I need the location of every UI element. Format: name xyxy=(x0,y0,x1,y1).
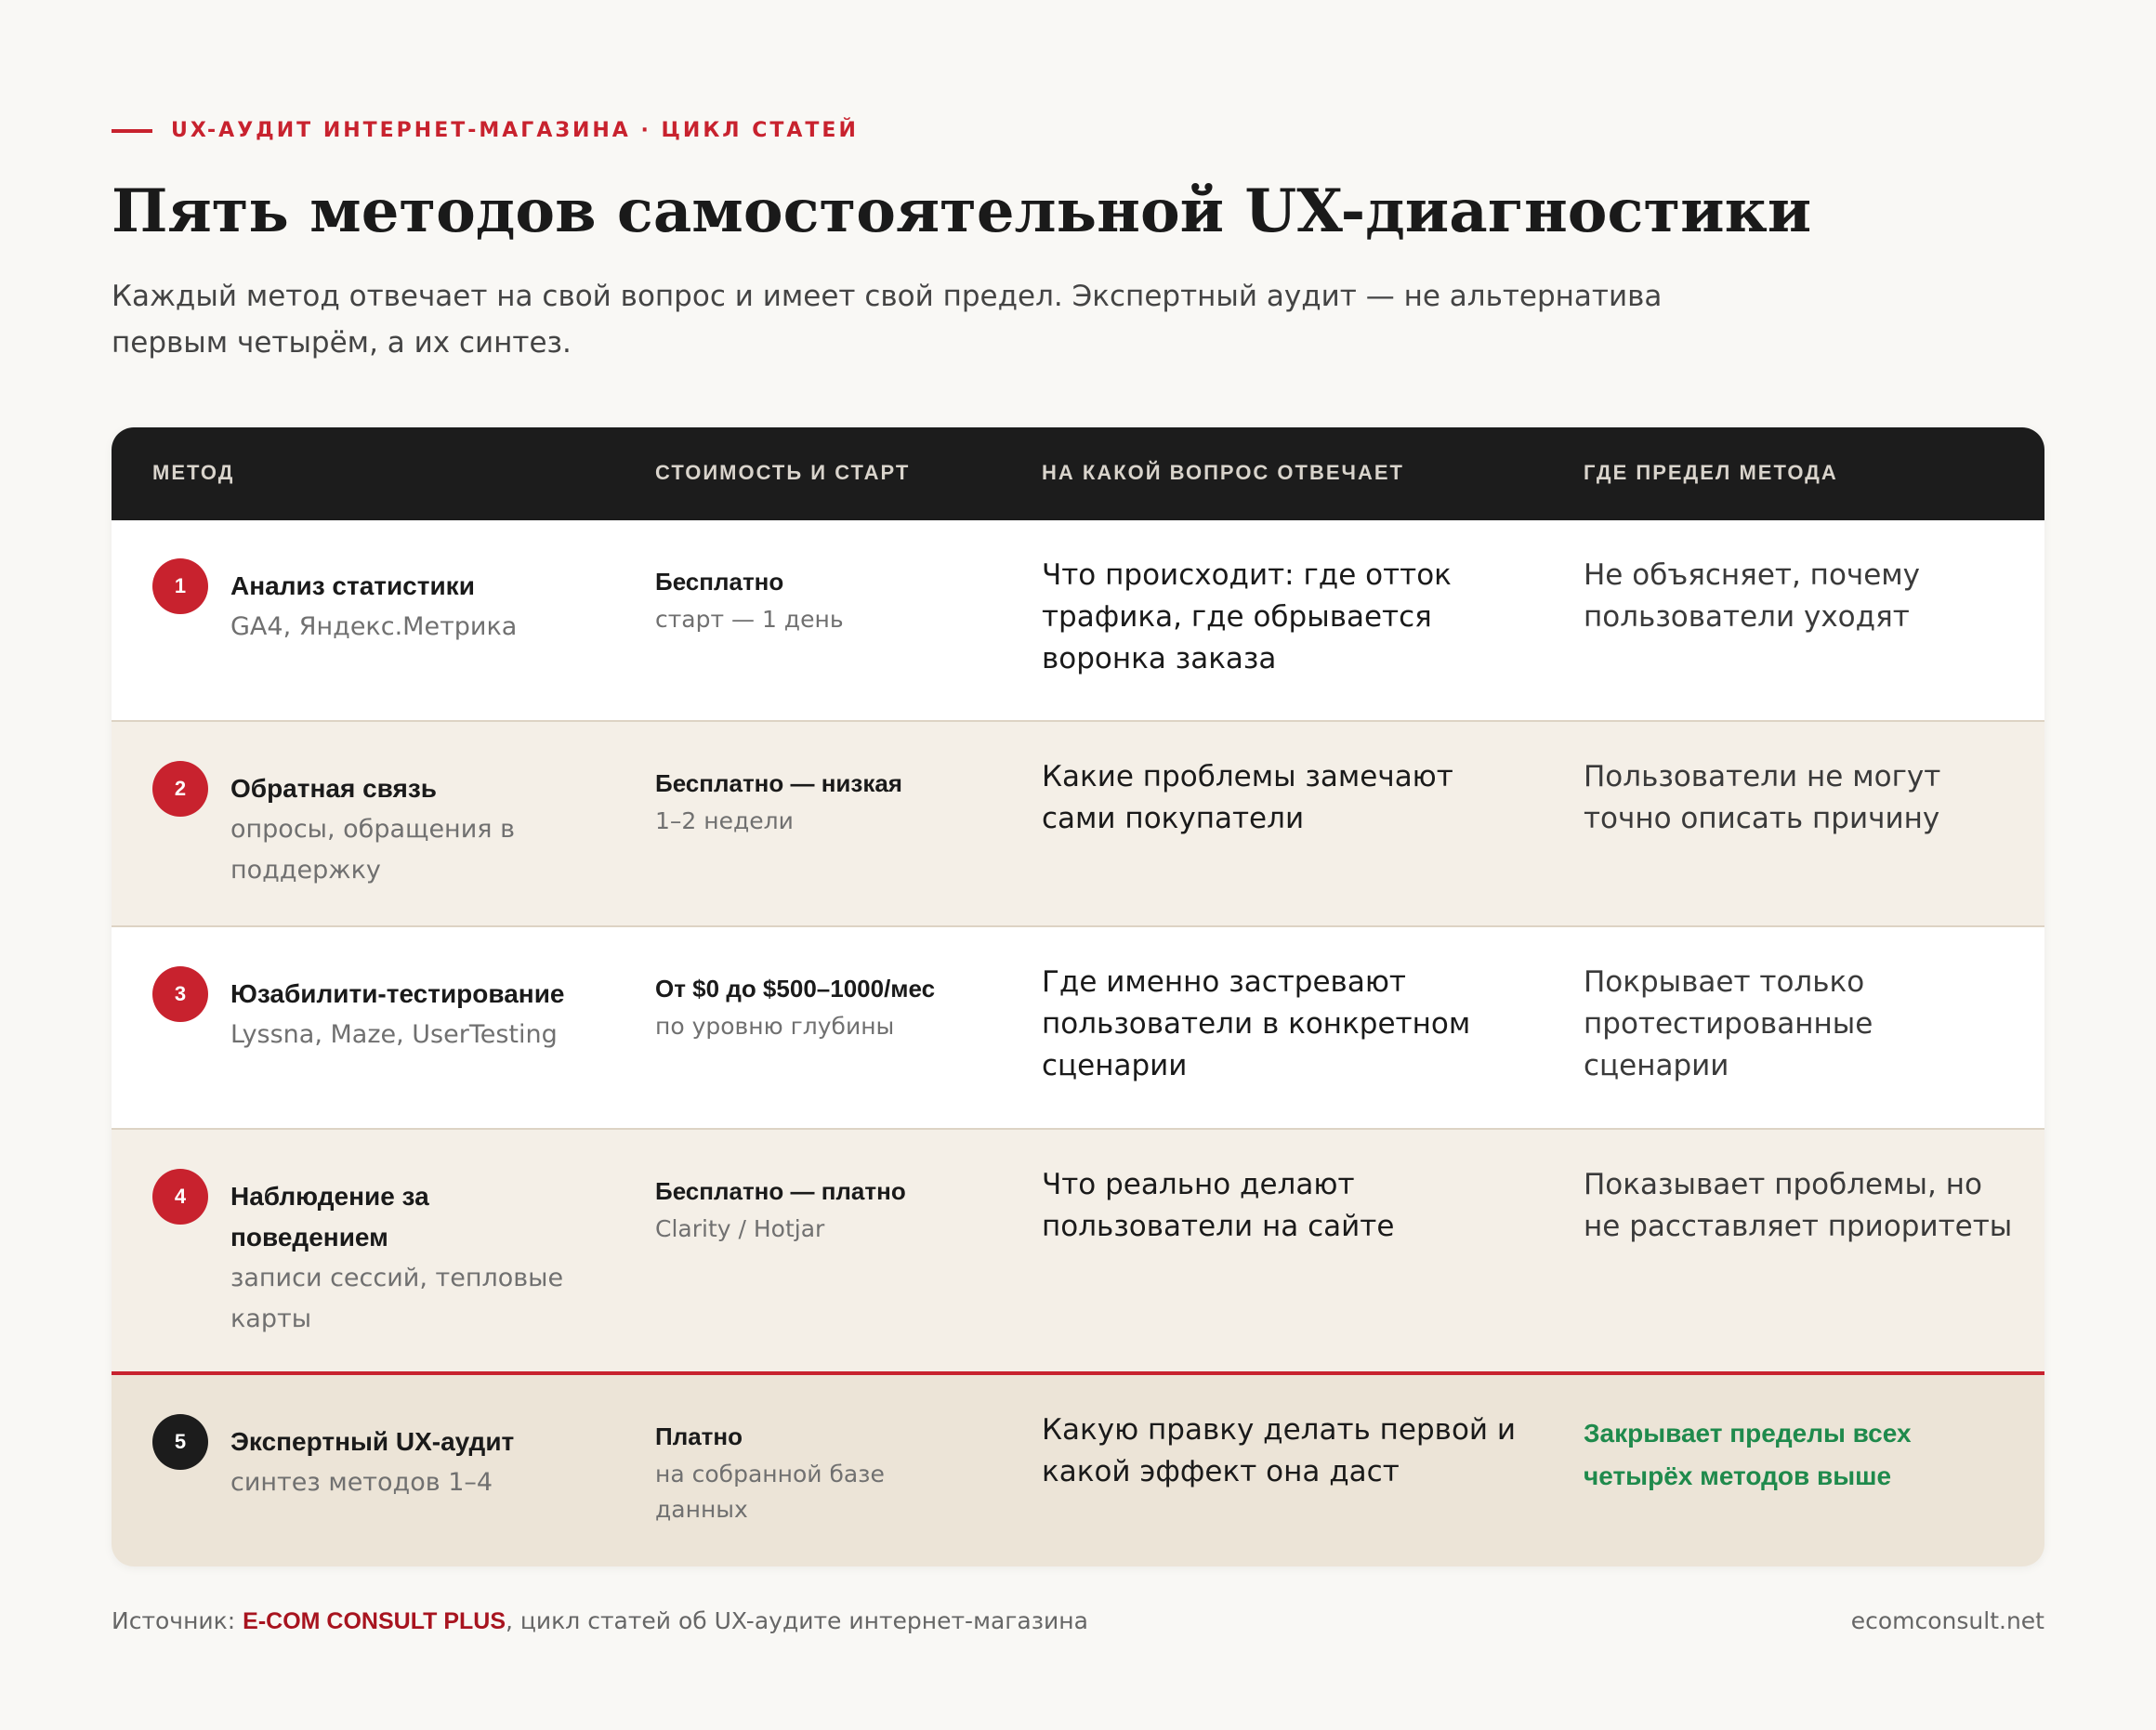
cost-value: Бесплатно — платно xyxy=(655,1177,906,1205)
question-cell: Что реально делают пользователи на сайте xyxy=(1042,1168,1395,1243)
method-cell xyxy=(230,1176,574,1340)
method-cell xyxy=(230,768,593,891)
cost-cell xyxy=(655,561,1008,637)
source-rest: , цикл статей об UX-аудите интернет-магазина xyxy=(506,1607,1088,1634)
column-header-question: НА КАКОЙ ВОПРОС ОТВЕЧАЕТ xyxy=(1042,461,1404,484)
method-tools: GA4, Яндекс.Метрика xyxy=(230,612,518,641)
page-title: Пять методов самостоятельной UX-диагностики xyxy=(112,177,1812,246)
table-row xyxy=(112,520,2044,720)
question-cell: Какую правку делать первой и какой эффект она даст xyxy=(1042,1413,1517,1488)
cost-value: От $0 до $500–1000/мес xyxy=(655,975,936,1003)
source-label: Источник: xyxy=(112,1607,243,1634)
method-name: Анализ статистики xyxy=(230,571,475,600)
method-cell xyxy=(230,974,621,1055)
table-row xyxy=(112,925,2044,1130)
method-name: Экспертный UX-аудит xyxy=(230,1427,515,1456)
cost-value: Платно xyxy=(655,1422,743,1450)
table-row xyxy=(112,720,2044,927)
cost-value: Бесплатно xyxy=(655,568,784,596)
row-number-badge: 2 xyxy=(152,761,208,817)
limit-cell: Не объясняет, почему пользователи уходят xyxy=(1584,558,1921,634)
row-number-badge: 5 xyxy=(152,1414,208,1470)
method-tools: опросы, обращения в поддержку xyxy=(230,815,515,885)
cost-cell xyxy=(655,968,1027,1044)
cost-value: Бесплатно — низкая xyxy=(655,769,902,797)
row-number-badge: 1 xyxy=(152,558,208,614)
method-name: Наблюдение за поведением xyxy=(230,1182,429,1252)
eyebrow xyxy=(112,119,859,142)
method-name: Юзабилити-тестирование xyxy=(230,979,565,1008)
column-header-limit: ГДЕ ПРЕДЕЛ МЕТОДА xyxy=(1584,461,1838,484)
row-number-badge: 4 xyxy=(152,1169,208,1225)
brand-name: E-COM CONSULT PLUS xyxy=(243,1608,506,1634)
methods-table xyxy=(112,427,2044,1566)
question-cell: Какие проблемы замечают сами покупатели xyxy=(1042,760,1453,835)
source-note xyxy=(112,1607,1088,1635)
row-number-badge: 3 xyxy=(152,966,208,1022)
method-tools: записи сессий, тепловые карты xyxy=(230,1264,564,1333)
cost-start: на собранной базе данных xyxy=(655,1461,885,1523)
table-header xyxy=(112,427,2044,520)
eyebrow-line xyxy=(112,129,152,133)
method-tools: Lyssna, Maze, UserTesting xyxy=(230,1020,558,1049)
cost-cell xyxy=(655,763,1008,839)
cost-cell xyxy=(655,1416,925,1527)
question-cell: Где именно застревают пользователи в конкретном сценарии xyxy=(1042,965,1471,1082)
method-name: Обратная связь xyxy=(230,774,437,803)
method-cell xyxy=(230,1422,602,1503)
eyebrow-text: UX-АУДИТ ИНТЕРНЕТ-МАГАЗИНА · ЦИКЛ СТАТЕЙ xyxy=(171,119,859,142)
method-cell xyxy=(230,566,602,648)
cost-start: по уровню глубины xyxy=(655,1013,895,1040)
limit-cell: Показывает проблемы, но не расставляет приоритеты xyxy=(1584,1168,2013,1243)
limit-cell: Пользователи не могут точно описать причину xyxy=(1584,760,1941,835)
limit-cell-highlight: Закрывает пределы всех четырёх методов выше xyxy=(1584,1419,1912,1490)
column-header-cost: СТОИМОСТЬ И СТАРТ xyxy=(655,461,911,484)
cost-start: Clarity / Hotjar xyxy=(655,1215,825,1242)
cost-start: 1–2 недели xyxy=(655,807,794,834)
limit-cell: Покрывает только протестированные сценарии xyxy=(1584,965,1873,1082)
question-cell: Что происходит: где отток трафика, где обрывается воронка заказа xyxy=(1042,558,1452,675)
method-tools: синтез методов 1–4 xyxy=(230,1468,493,1497)
site-url: ecomconsult.net xyxy=(1850,1607,2044,1634)
page-subtitle: Каждый метод отвечает на свой вопрос и имеет свой предел. Экспертный аудит — не альтернатива первым четырём, а их синтез. xyxy=(112,280,1663,360)
table-row-highlight xyxy=(112,1371,2044,1566)
cost-cell xyxy=(655,1171,1008,1247)
table-row xyxy=(112,1128,2044,1384)
column-header-method: МЕТОД xyxy=(152,461,235,484)
cost-start: старт — 1 день xyxy=(655,606,844,633)
